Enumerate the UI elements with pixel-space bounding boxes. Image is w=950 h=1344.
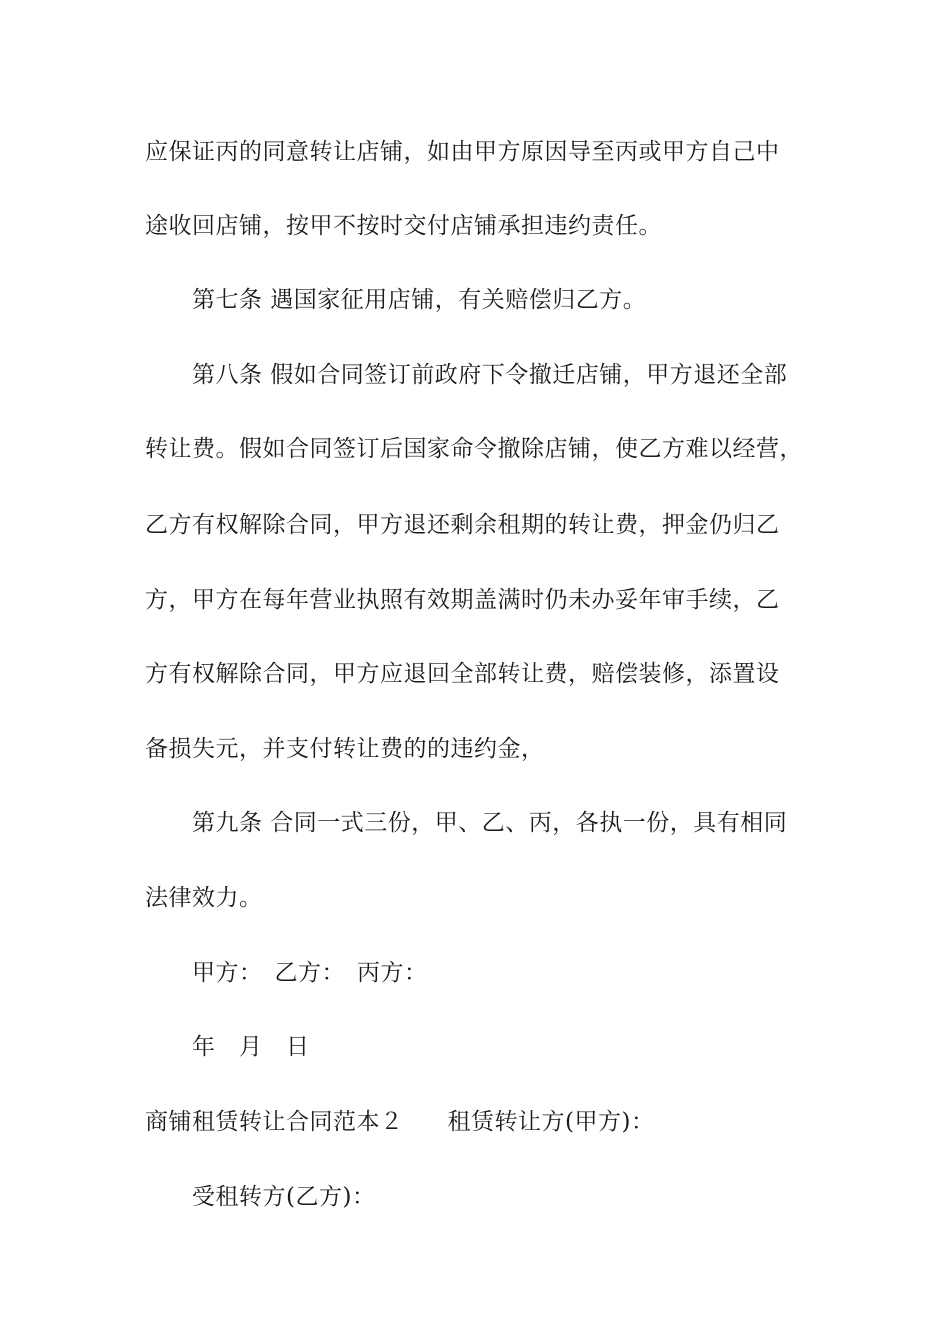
section-heading-line: [145, 1107, 845, 1137]
signature-date: 年 月 日: [192, 1034, 310, 1060]
text-line: 方，甲方在每年营业执照有效期盖满时仍未办妥年审手续，乙: [145, 587, 780, 613]
signature-parties: 甲方： 乙方： 丙方：: [192, 960, 428, 986]
text-line: 途收回店铺，按甲不按时交付店铺承担违约责任。: [145, 213, 662, 239]
article-7: 第七条 遇国家征用店铺，有关赔偿归乙方。: [192, 287, 647, 313]
template-title: 商铺租赁转让合同范本２: [145, 1109, 404, 1135]
lessee-label: 受租转方(乙方)：: [192, 1184, 376, 1210]
text-line: 法律效力。: [145, 885, 263, 911]
article-8: 第八条 假如合同签订前政府下令撤迁店铺，甲方退还全部: [192, 362, 788, 388]
lessor-label: 租赁转让方(甲方)：: [447, 1109, 655, 1135]
text-line: 乙方有权解除合同，甲方退还剩余租期的转让费，押金仍归乙: [145, 512, 780, 538]
text-line: 应保证丙的同意转让店铺，如由甲方原因导至丙或甲方自己中: [145, 139, 780, 165]
text-line: 方有权解除合同，甲方应退回全部转让费，赔偿装修，添置设: [145, 661, 780, 687]
article-9: 第九条 合同一式三份，甲、乙、丙，各执一份，具有相同: [192, 810, 788, 836]
text-line: 备损失元，并支付转让费的的违约金，: [145, 736, 545, 762]
text-line: 转让费。假如合同签订后国家命令撤除店铺，使乙方难以经营，: [145, 436, 803, 462]
